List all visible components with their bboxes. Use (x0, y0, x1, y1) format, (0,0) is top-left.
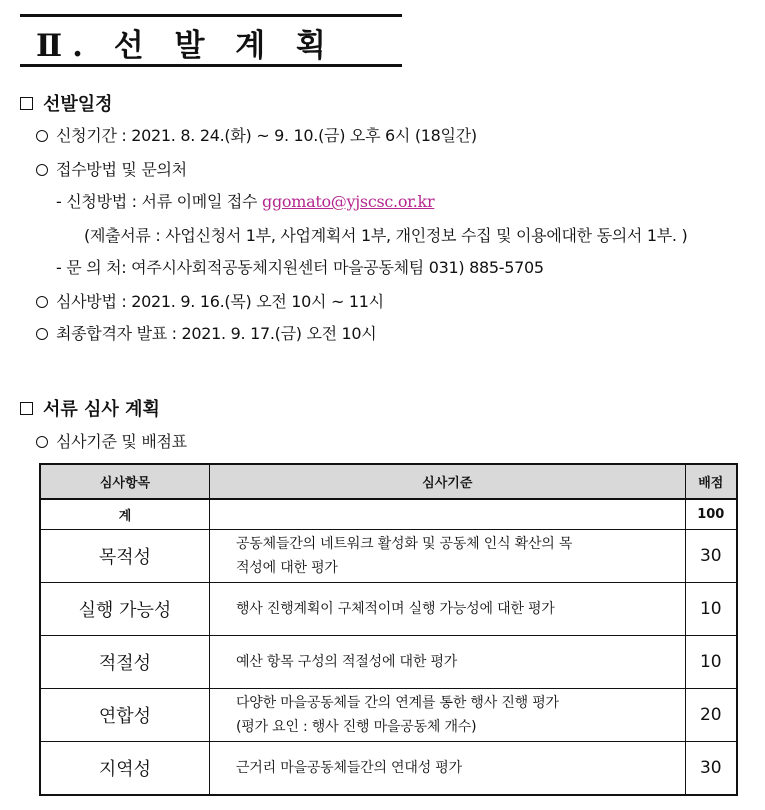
header-item: 심사항목 (40, 464, 209, 499)
header-criteria: 심사기준 (209, 464, 685, 499)
contact-text: - 문 의 처: 여주시사회적공동체지원센터 마을공동체팀 031) 885-5705 (56, 258, 544, 277)
reception-heading-line (36, 157, 187, 180)
reception-heading-text: 접수방법 및 문의처 (56, 160, 187, 179)
table-row (40, 636, 737, 689)
row-criteria (209, 636, 685, 689)
title-rule-bottom (20, 64, 402, 67)
table-total-row (40, 499, 737, 530)
circle-bullet-icon (36, 164, 48, 176)
row-score: 10 (685, 583, 737, 636)
criteria-heading-text: 심사기준 및 배점표 (56, 432, 187, 451)
row-criteria-line: 다양한 마을공동체들 간의 연계를 통한 행사 진행 평가 (235, 695, 559, 711)
table-row (40, 583, 737, 636)
row-criteria-line: 행사 진행계획이 구체적이며 실행 가능성에 대한 평가 (235, 601, 555, 617)
section-heading-text: 선발일정 (43, 94, 113, 115)
row-score: 30 (685, 530, 737, 583)
header-score: 배점 (685, 464, 737, 499)
criteria-heading-line (36, 429, 187, 452)
application-method-line (56, 189, 434, 212)
square-bullet-icon (20, 97, 33, 110)
email-link[interactable]: ggomato@yjscsc.or.kr (262, 192, 435, 211)
application-method-text: - 신청방법 : 서류 이메일 접수 (56, 192, 258, 211)
documents-line (84, 223, 687, 246)
square-bullet-icon (20, 402, 33, 415)
row-score: 20 (685, 689, 737, 742)
circle-bullet-icon (36, 328, 48, 340)
section-heading-text: 서류 심사 계획 (43, 399, 160, 420)
section-heading-review (20, 395, 160, 421)
row-item-name: 지역성 (40, 742, 209, 796)
title-rule-top (20, 14, 402, 17)
table-row (40, 530, 737, 583)
row-criteria (209, 583, 685, 636)
row-score: 10 (685, 636, 737, 689)
final-announcement-line (36, 321, 376, 344)
table-header-row (40, 464, 737, 499)
row-criteria-line: 예산 항목 구성의 적절성에 대한 평가 (235, 654, 458, 670)
row-item-name: 목적성 (40, 530, 209, 583)
row-criteria (209, 742, 685, 796)
review-method-line (36, 289, 384, 312)
total-label: 계 (40, 499, 209, 530)
table-row (40, 689, 737, 742)
circle-bullet-icon (36, 296, 48, 308)
table-row (40, 742, 737, 796)
row-criteria-line: (평가 요인 : 행사 진행 마을공동체 개수) (235, 719, 477, 735)
row-item-name: 연합성 (40, 689, 209, 742)
contact-line (56, 255, 544, 278)
row-criteria-line: 적성에 대한 평가 (235, 560, 338, 576)
documents-text: (제출서류 : 사업신청서 1부, 사업계획서 1부, 개인정보 수집 및 이용에대한 동의서 1부. ) (84, 226, 688, 245)
application-period-line (36, 123, 477, 146)
application-period-text: 신청기간 : 2021. 8. 24.(화) ~ 9. 10.(금) 오후 6시 (18일간) (56, 126, 477, 145)
final-announcement-text: 최종합격자 발표 : 2021. 9. 17.(금) 오전 10시 (56, 324, 377, 343)
row-criteria (209, 689, 685, 742)
row-score: 30 (685, 742, 737, 796)
row-criteria-line: 공동체들간의 네트워크 활성화 및 공동체 인식 확산의 목 (235, 536, 573, 552)
row-criteria (209, 530, 685, 583)
circle-bullet-icon (36, 436, 48, 448)
row-criteria-line: 근거리 마을공동체들간의 연대성 평가 (235, 760, 462, 776)
row-item-name: 실행 가능성 (40, 583, 209, 636)
total-empty-cell (209, 499, 685, 530)
page-title: Ⅱ. 선 발 계 획 (36, 28, 336, 64)
total-score: 100 (685, 499, 737, 530)
circle-bullet-icon (36, 130, 48, 142)
section-heading-schedule (20, 90, 113, 116)
criteria-table (39, 463, 738, 796)
review-method-text: 심사방법 : 2021. 9. 16.(목) 오전 10시 ~ 11시 (56, 292, 384, 311)
row-item-name: 적절성 (40, 636, 209, 689)
